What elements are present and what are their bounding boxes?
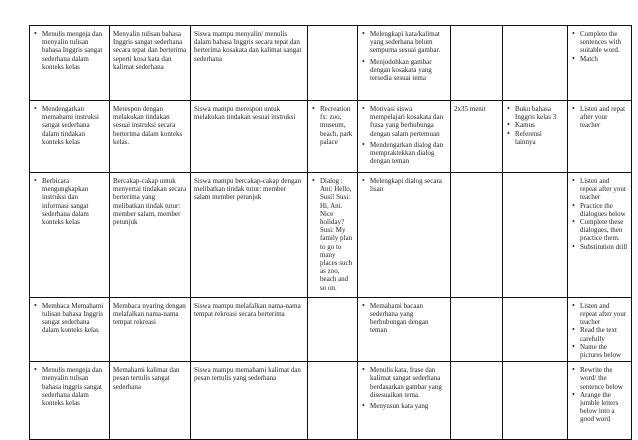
bullet-list xyxy=(361,30,447,82)
kompetensi-dasar-cell xyxy=(30,297,110,361)
cell-text: Merespon dengan melakukan tindakan sesuai instruksi secara berterima dalam konteks kelas. xyxy=(113,105,183,146)
bullet-list xyxy=(571,105,628,130)
bullet-list xyxy=(571,302,628,359)
bullet-list xyxy=(33,177,106,226)
list-item: • Practice the dialogues below xyxy=(580,202,628,218)
kompetensi-dasar-cell xyxy=(30,362,110,440)
syllabus-table xyxy=(29,25,632,440)
cell-text: Membaca nyaring dengan melafalkan nama-nama tempat rekreasi xyxy=(113,301,186,327)
cell-text: Memahami kalimat dan pesan tertulis sangat sederhana xyxy=(113,366,180,391)
list-item: • Listen and repat after your teacher xyxy=(580,105,628,130)
cell-text: Siswa mampu merespon untuk melakukan tindakan sesuai instruksi xyxy=(194,105,296,122)
table-row xyxy=(30,362,632,440)
sumber-belajar-cell xyxy=(503,101,568,173)
list-item: • Buku bahasa Inggris kelas 3 xyxy=(515,105,564,121)
list-item: • Arange the jumble letters below into a good word xyxy=(580,391,628,424)
list-item: • Membaca Memahami tulisan bahasa Inggris sangat sederhana dalam konteks kelas xyxy=(42,302,106,335)
kegiatan-cell xyxy=(358,101,451,173)
list-item: • Memahami bacaan sederhana yang berhubungan dengan teman xyxy=(370,302,447,335)
cell-text: Menyalin tulisan bahasa Inggris sangat sederhana secara tepat dan berterima seperti kosa kata dan kalimat sederhana xyxy=(113,30,187,71)
list-item: • Melengkapi kata/kalimat yang sederhana belum sempurna sesuai gambar. xyxy=(370,30,447,55)
kompetensi-dasar-cell xyxy=(30,101,110,173)
list-item: • Rewrite the word/ the sentence below xyxy=(580,366,628,391)
bullet-list xyxy=(311,177,354,292)
list-item: • Mendengarkan memahami instruksi sangat sederhana dalam tindakan konteks kelas xyxy=(42,105,106,146)
list-item: • Read the text carefully xyxy=(580,326,628,342)
list-item: • Menyusun kata yang xyxy=(370,402,447,410)
penilaian-cell xyxy=(568,362,632,440)
list-item: • Complete these dialogues, then practice them. xyxy=(580,218,628,243)
list-item: • Menjodohkan gambar dengan kosakata yang tersedia sesuai tema xyxy=(370,58,447,83)
kegiatan-cell xyxy=(358,297,451,361)
bullet-list xyxy=(571,177,628,251)
syllabus-table-wrapper xyxy=(29,25,631,424)
cell-text: Siswa mampu menyalin/ menulis dalam bahasa Inggris secara tepat dan berterima kosakata dan kalimat sangat sederhana xyxy=(194,30,302,63)
bullet-list xyxy=(361,366,447,410)
sumber-belajar-cell xyxy=(503,297,568,361)
list-item: • Melengkapi dialog secara lisan xyxy=(370,177,447,193)
penilaian-cell xyxy=(568,26,632,101)
bullet-list xyxy=(571,366,628,423)
alokasi-waktu-cell xyxy=(451,173,503,298)
list-item: • Kamus xyxy=(515,121,564,129)
alokasi-waktu-cell xyxy=(451,297,503,361)
materi-cell xyxy=(308,173,358,298)
cell-text: Siswa mampu melafalkan nama-nama tempat rekreasi secara berterima xyxy=(194,301,301,319)
sumber-belajar-cell xyxy=(503,362,568,440)
penilaian-cell xyxy=(568,101,632,173)
list-item: • Substitution drill xyxy=(580,243,628,251)
list-item: • Motivasi siswa mempelajari kosakata dan frasa yang berhubunga dengan salam pertemuan xyxy=(370,105,447,138)
tujuan-cell xyxy=(191,297,308,361)
kegiatan-cell xyxy=(358,362,451,440)
kompetensi-dasar-cell xyxy=(30,26,110,101)
tujuan-cell xyxy=(191,362,308,440)
indikator-cell xyxy=(110,297,191,361)
cell-text: Bercakap-cakap untuk menyertai tindakan secara berterima yang melibatkan tindak tutur: member salam, member petunjuk xyxy=(113,177,187,227)
sumber-belajar-cell xyxy=(503,26,568,101)
bullet-list xyxy=(33,302,106,335)
table-row xyxy=(30,101,632,173)
list-item: • Match xyxy=(580,55,628,63)
bullet-list xyxy=(361,105,447,165)
syllabus-table-body xyxy=(30,26,632,440)
bullet-list xyxy=(33,30,106,71)
indikator-cell xyxy=(110,173,191,298)
cell-text: 2x35 menit xyxy=(454,105,486,113)
penilaian-cell xyxy=(568,297,632,361)
indikator-cell xyxy=(110,101,191,173)
list-item: • Listen and repeat after your teacher xyxy=(580,177,628,202)
bullet-list xyxy=(33,366,106,407)
list-item: • Dialog : Ani: Hello, Susi! Susi: Hi, Ani. Nice holiday? Susi: My family plan to go to many places such as zoo, beach and so on. xyxy=(320,177,354,292)
alokasi-waktu-cell xyxy=(451,26,503,101)
bullet-list xyxy=(361,177,447,193)
cell-text: Siswa mampu bercakap-cakap dengan melibatkan tindak tutur: member salam member petunjuk xyxy=(194,177,302,202)
alokasi-waktu-cell xyxy=(451,362,503,440)
cell-text: Siswa mampu memahami kalimat dan pesan tertulis yang sederhana xyxy=(194,366,301,383)
list-item: • Referensi lainnya xyxy=(515,130,564,146)
list-item: • Name the pictures below xyxy=(580,343,628,359)
bullet-list xyxy=(361,302,447,335)
kegiatan-cell xyxy=(358,173,451,298)
bullet-list xyxy=(506,105,564,146)
table-row xyxy=(30,297,632,361)
materi-cell xyxy=(308,101,358,173)
indikator-cell xyxy=(110,362,191,440)
materi-cell xyxy=(308,362,358,440)
materi-cell xyxy=(308,297,358,361)
kegiatan-cell xyxy=(358,26,451,101)
kompetensi-dasar-cell xyxy=(30,173,110,298)
list-item: • Menulis mengeja dan menyalin tulisan bahasa Inggris sangat sederhana dalam konteks kelas xyxy=(42,30,106,71)
alokasi-waktu-cell xyxy=(451,101,503,173)
bullet-list xyxy=(311,105,354,146)
bullet-list xyxy=(571,30,628,63)
tujuan-cell xyxy=(191,26,308,101)
table-row xyxy=(30,26,632,101)
list-item: • Berbicara mengungkapkan instruksi dan informasi sangat sederhana dalam konteks kelas xyxy=(42,177,106,226)
tujuan-cell xyxy=(191,101,308,173)
sumber-belajar-cell xyxy=(503,173,568,298)
materi-cell xyxy=(308,26,358,101)
list-item: • Menulis mengeja dan menyalin tulisan bahasa inggris sangat sederhana dalam konteks kelas xyxy=(42,366,106,407)
indikator-cell xyxy=(110,26,191,101)
list-item: • Recreation fx: zoo, museum, beach, park palace xyxy=(320,105,354,146)
tujuan-cell xyxy=(191,173,308,298)
list-item: • Listen and repeat after your teacher xyxy=(580,302,628,327)
list-item: • Complete the sentences with suitable word. xyxy=(580,30,628,55)
list-item: • Mendengarkan dialog dan mempraktekkan dialog dengan teman xyxy=(370,141,447,166)
list-item: • Menulis kata, frase dan kalimat sangat sederhana berdasarkan gambar yang disesuaikan tema. xyxy=(370,366,447,399)
penilaian-cell xyxy=(568,173,632,298)
table-row xyxy=(30,173,632,298)
bullet-list xyxy=(33,105,106,146)
